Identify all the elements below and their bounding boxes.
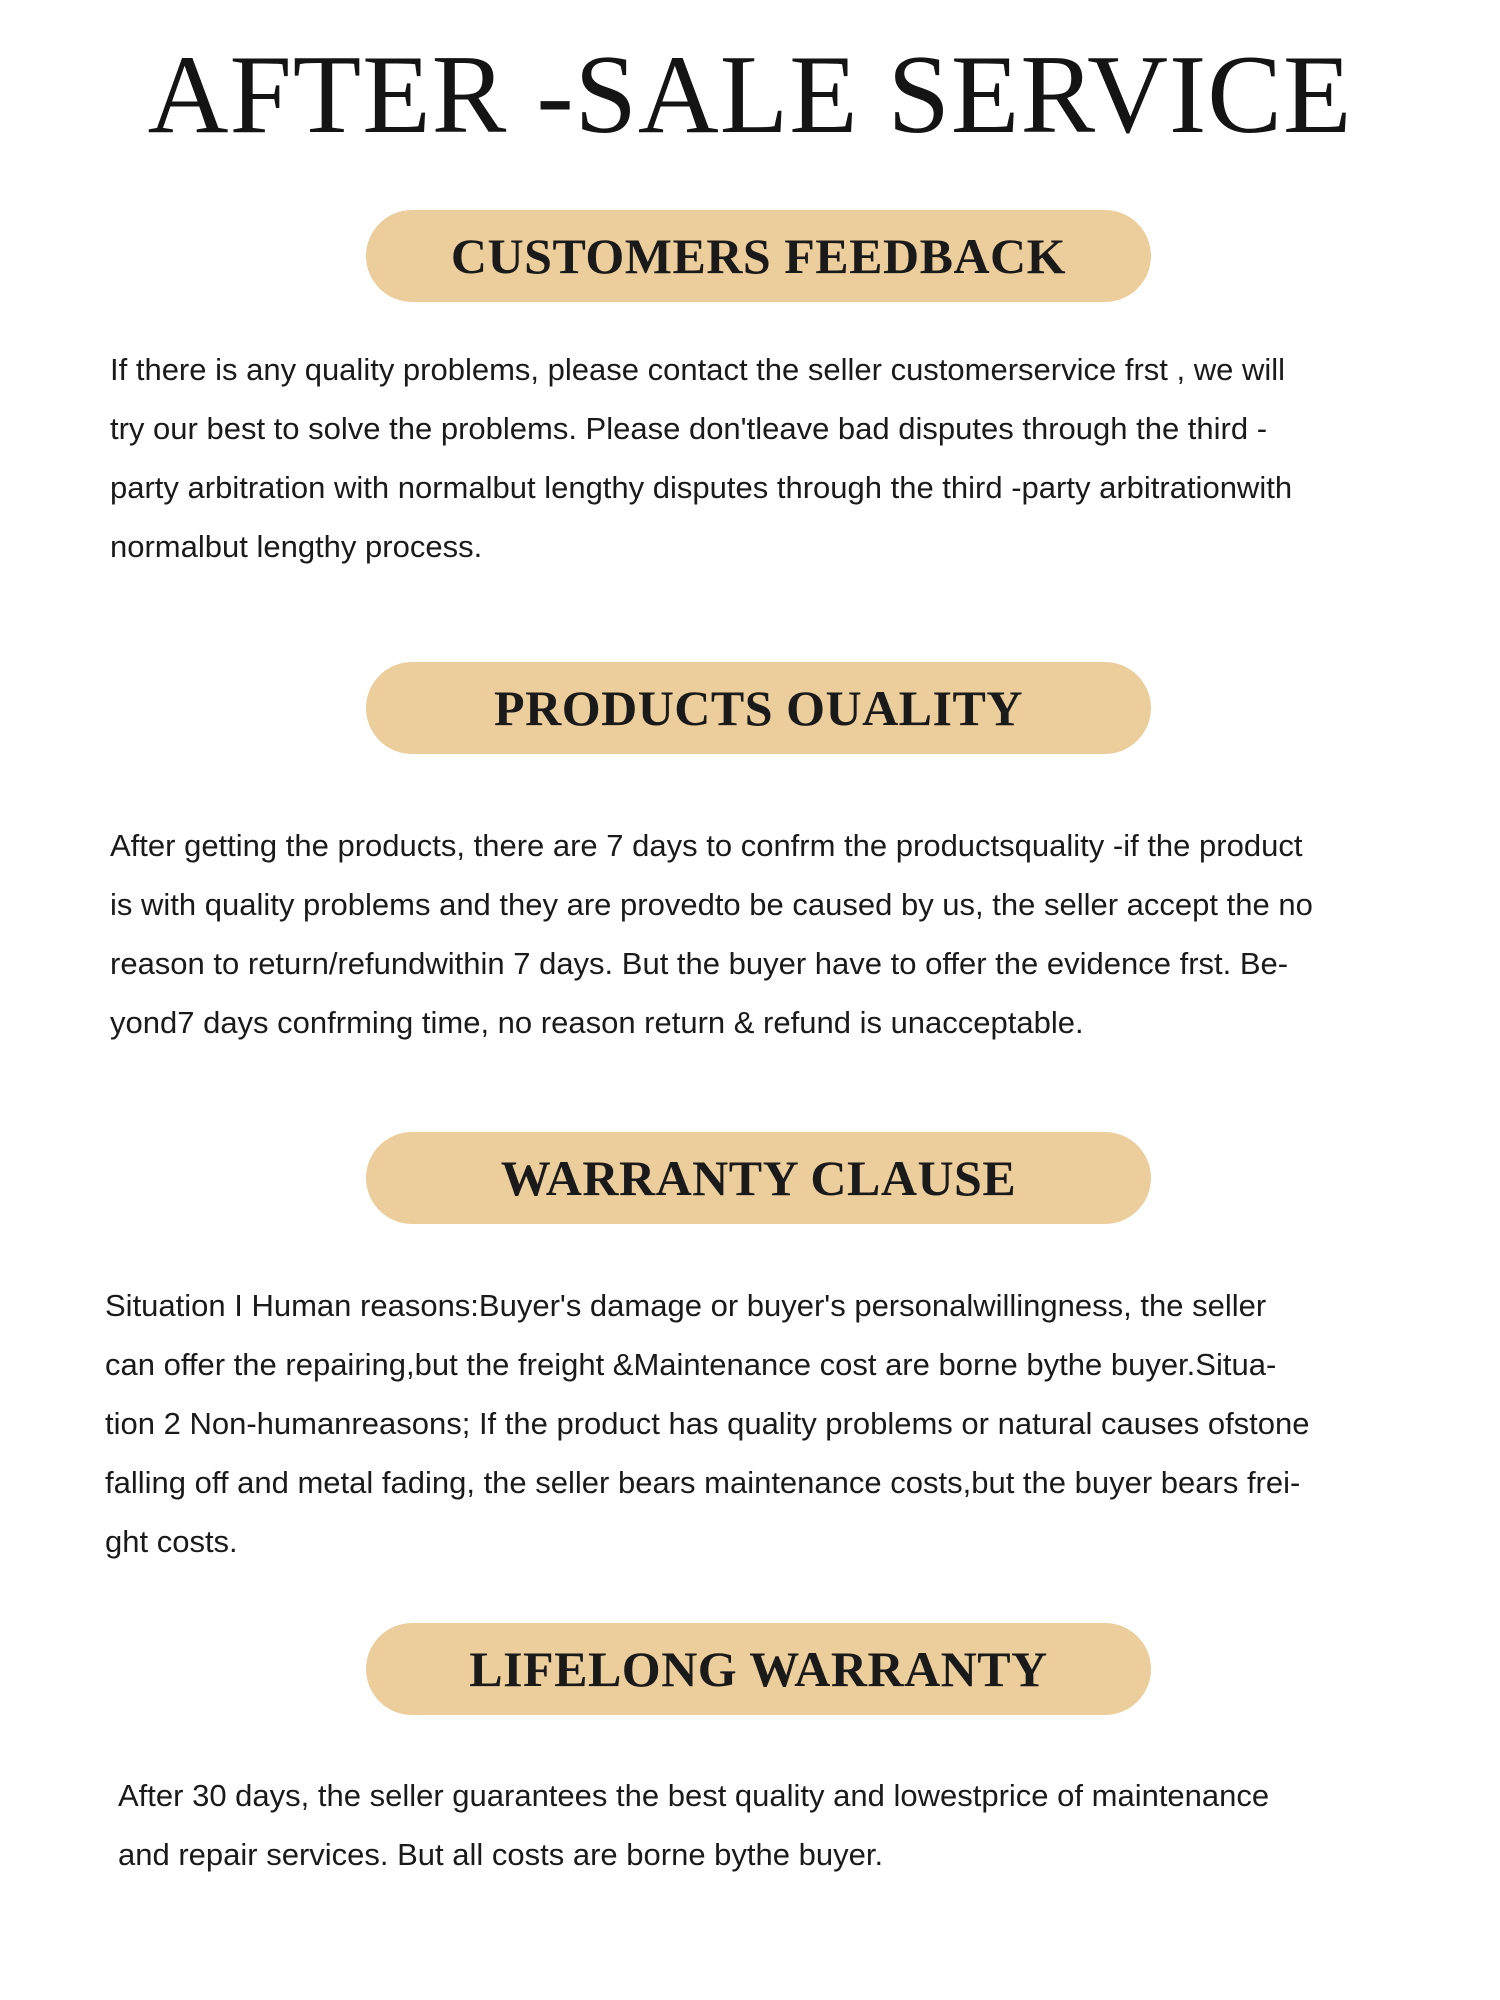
- section-body-products-quality: [110, 816, 1313, 1052]
- text-line: falling off and metal fading, the seller bears maintenance costs,but the buyer bears frei-: [105, 1465, 1301, 1500]
- section-body-lifelong-warranty: [118, 1766, 1269, 1884]
- section-heading-warranty-clause: WARRANTY CLAUSE: [366, 1132, 1151, 1224]
- text-line: can offer the repairing,but the freight &Maintenance cost are borne bythe buyer.Situa-: [105, 1347, 1277, 1382]
- text-line: After getting the products, there are 7 days to confrm the productsquality -if the product: [110, 828, 1303, 863]
- text-line: try our best to solve the problems. Please don'tleave bad disputes through the third -: [110, 411, 1268, 446]
- section-heading-customers-feedback: CUSTOMERS FEEDBACK: [366, 210, 1151, 302]
- section-body-customers-feedback: [110, 340, 1292, 576]
- text-line: ght costs.: [105, 1524, 238, 1559]
- text-line: party arbitration with normalbut lengthy disputes through the third -party arbitrationwith: [110, 470, 1293, 505]
- text-line: and repair services. But all costs are borne bythe buyer.: [118, 1837, 884, 1872]
- page-title: AFTER -SALE SERVICE: [147, 33, 1353, 157]
- text-line: tion 2 Non-humanreasons; If the product has quality problems or natural causes ofstone: [105, 1406, 1310, 1441]
- text-line: yond7 days confrming time, no reason return & refund is unacceptable.: [110, 1005, 1084, 1040]
- text-line: reason to return/refundwithin 7 days. But the buyer have to offer the evidence frst. Be-: [110, 946, 1289, 981]
- text-line: If there is any quality problems, please contact the seller customerservice frst , we will: [110, 352, 1286, 387]
- text-line: After 30 days, the seller guarantees the best quality and lowestprice of maintenance: [118, 1778, 1270, 1813]
- text-line: normalbut lengthy process.: [110, 529, 483, 564]
- section-heading-lifelong-warranty: LIFELONG WARRANTY: [366, 1623, 1151, 1715]
- section-body-warranty-clause: [105, 1276, 1310, 1571]
- text-line: Situation I Human reasons:Buyer's damage or buyer's personalwillingness, the seller: [105, 1288, 1267, 1323]
- section-heading-products-quality: PRODUCTS OUALITY: [366, 662, 1151, 754]
- text-line: is with quality problems and they are provedto be caused by us, the seller accept the no: [110, 887, 1313, 922]
